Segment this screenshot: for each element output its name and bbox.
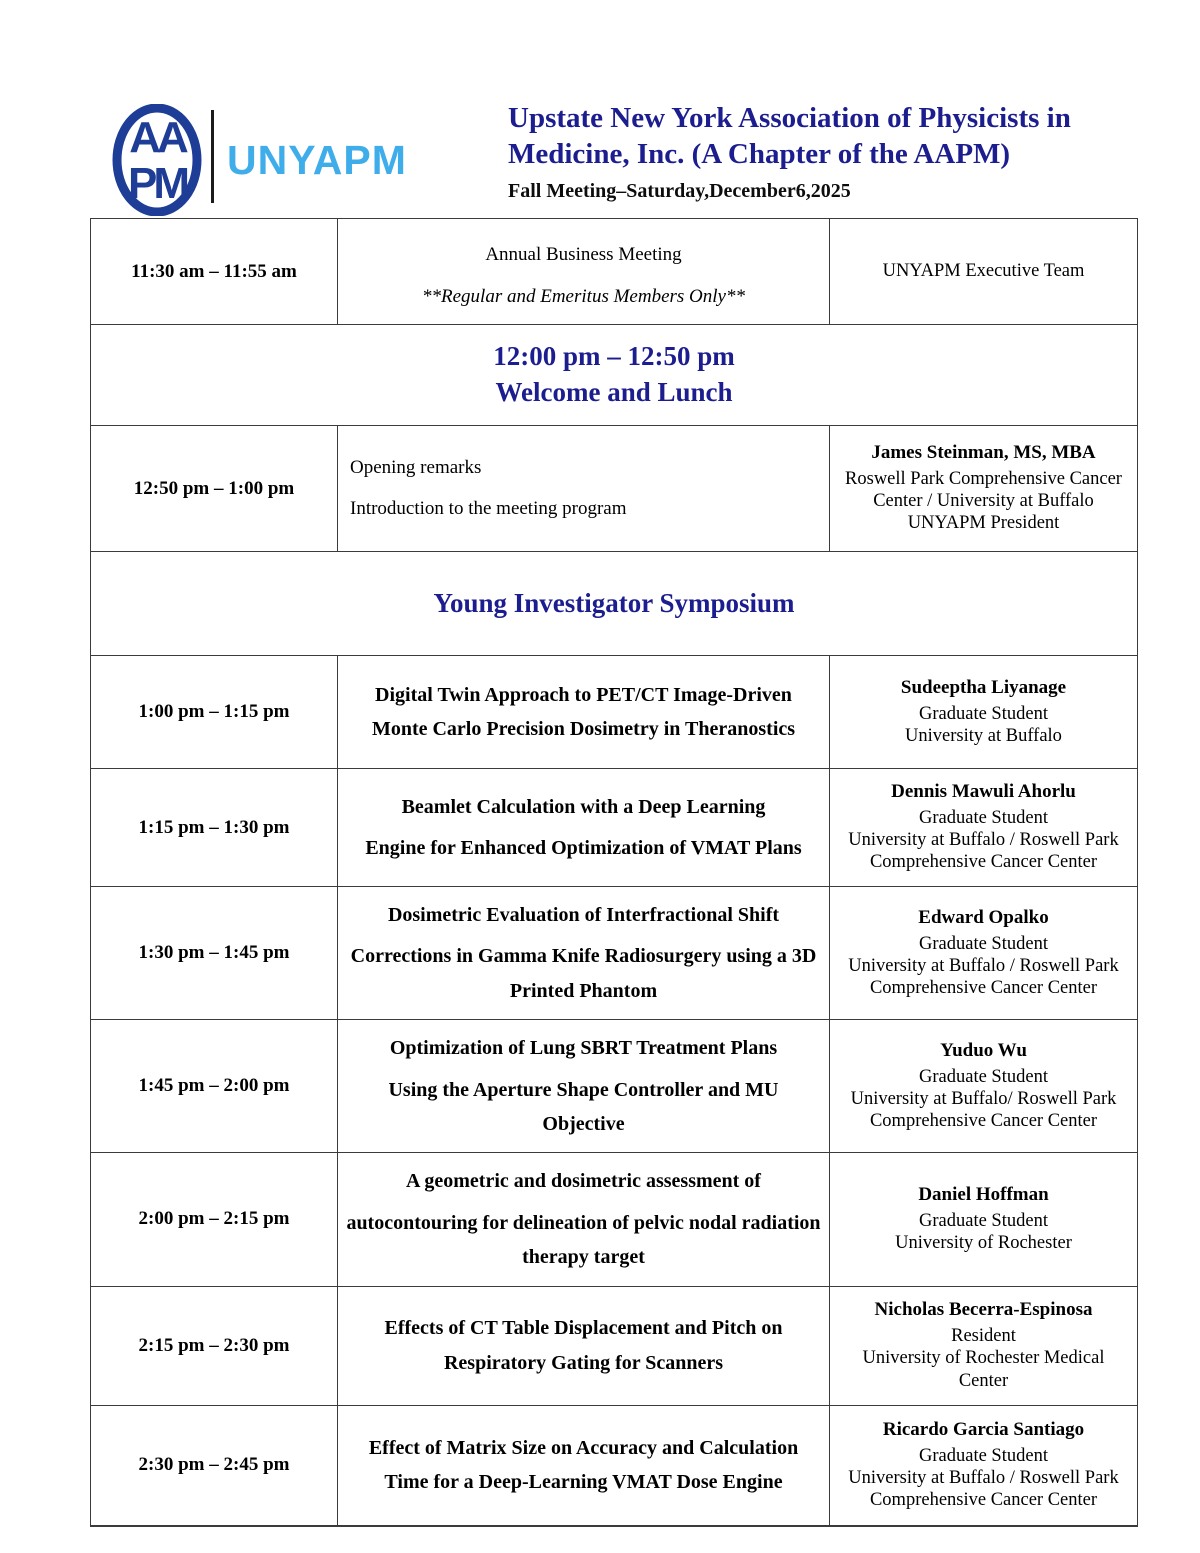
speaker-name: Ricardo Garcia Santiago	[882, 1419, 1085, 1441]
speaker-affiliation-line: Graduate Student	[919, 1211, 1048, 1232]
banner-line: 12:00 pm – 12:50 pm	[493, 341, 735, 372]
speaker-affiliation-line: UNYAPM Executive Team	[882, 261, 1085, 282]
speaker-affiliation-line: University at Buffalo/ Roswell Park Comprehensive Cancer Center	[850, 1089, 1117, 1132]
session-time: 2:15 pm – 2:30 pm	[91, 1286, 338, 1405]
session-title-paragraph: Effect of Matrix Size on Accuracy and Calculation Time for a Deep-Learning VMAT Dose Engine	[368, 1436, 799, 1494]
aapm-globe-icon	[112, 104, 202, 216]
session-row	[91, 769, 1138, 887]
session-title	[338, 426, 830, 552]
speaker-name: Nicholas Becerra-Espinosa	[874, 1299, 1093, 1321]
speaker-affiliation-line: University at Buffalo / Roswell Park Comprehensive Cancer Center	[848, 955, 1119, 999]
speaker-affiliation-line: Roswell Park Comprehensive Cancer Center / University at Buffalo	[845, 469, 1122, 512]
session-speaker	[830, 887, 1138, 1020]
session-speaker	[830, 1405, 1138, 1526]
session-title-paragraph: Dosimetric Evaluation of Interfractional Shift	[387, 904, 780, 926]
session-title	[338, 769, 830, 887]
schedule-body	[91, 219, 1138, 1527]
speaker-affiliation-line: Graduate Student	[919, 1066, 1048, 1087]
session-time: 1:45 pm – 2:00 pm	[91, 1020, 338, 1153]
session-title	[338, 219, 830, 325]
session-row	[91, 426, 1138, 552]
session-speaker	[830, 1020, 1138, 1153]
session-title-paragraph: Using the Aperture Shape Controller and MU Objective	[388, 1078, 779, 1135]
session-title-paragraph: Effects of CT Table Displacement and Pitch on Respiratory Gating for Scanners	[384, 1317, 783, 1374]
session-title-paragraph: Optimization of Lung SBRT Treatment Plans	[389, 1037, 778, 1060]
session-title	[338, 1020, 830, 1153]
session-title	[338, 1286, 830, 1405]
session-title-paragraph: autocontouring for delineation of pelvic nodal radiation therapy target	[346, 1211, 821, 1269]
speaker-affiliation-line: University of Rochester Medical Center	[862, 1348, 1105, 1391]
session-time: 1:15 pm – 1:30 pm	[91, 769, 338, 887]
session-row	[91, 887, 1138, 1020]
session-row	[91, 656, 1138, 769]
session-title	[338, 1153, 830, 1286]
session-row	[91, 219, 1138, 325]
session-time: 11:30 am – 11:55 am	[91, 219, 338, 325]
session-note: **Regular and Emeritus Members Only**	[422, 285, 745, 307]
logo-wordmark: UNYAPM	[227, 137, 407, 183]
session-title-paragraph: Corrections in Gamma Knife Radiosurgery using a 3D Printed Phantom	[350, 945, 817, 1002]
speaker-name: Edward Opalko	[918, 906, 1049, 928]
session-row	[91, 1405, 1138, 1526]
session-row	[91, 1020, 1138, 1153]
banner-line: Welcome and Lunch	[495, 377, 733, 407]
schedule-table	[90, 218, 1138, 1527]
title-block	[508, 100, 1166, 203]
speaker-affiliation-line: Graduate Student	[919, 703, 1048, 724]
session-speaker	[830, 1286, 1138, 1405]
session-speaker	[830, 769, 1138, 887]
meeting-date: Fall Meeting–Saturday,December6,2025	[508, 179, 851, 202]
speaker-affiliation-line: Graduate Student	[919, 1445, 1048, 1466]
logo-divider	[211, 110, 214, 203]
speaker-name: Dennis Mawuli Ahorlu	[891, 781, 1076, 803]
session-speaker	[830, 1153, 1138, 1286]
session-title-paragraph: Engine for Enhanced Optimization of VMAT Plans	[365, 837, 802, 859]
session-time: 12:50 pm – 1:00 pm	[91, 426, 338, 552]
svg-text:AA: AA	[129, 113, 185, 162]
session-title-paragraph: Annual Business Meeting	[485, 243, 682, 265]
session-title-paragraph: Introduction to the meeting program	[350, 497, 627, 519]
speaker-affiliation-line: University at Buffalo / Roswell Park Comprehensive Cancer Center	[848, 830, 1119, 873]
speaker-name: Yuduo Wu	[940, 1040, 1027, 1062]
session-time: 2:00 pm – 2:15 pm	[91, 1153, 338, 1286]
banner-row	[91, 325, 1138, 426]
speaker-name: Daniel Hoffman	[918, 1184, 1049, 1206]
session-title-paragraph: A geometric and dosimetric assessment of	[406, 1170, 761, 1193]
speaker-affiliation-line: Graduate Student	[919, 933, 1048, 954]
session-title	[338, 887, 830, 1020]
session-title	[338, 656, 830, 769]
session-speaker	[830, 426, 1138, 552]
speaker-affiliation-line: University of Rochester	[895, 1233, 1072, 1254]
session-speaker	[830, 219, 1138, 325]
session-time: 1:00 pm – 1:15 pm	[91, 656, 338, 769]
speaker-affiliation-line: University at Buffalo	[905, 725, 1062, 746]
session-time: 1:30 pm – 1:45 pm	[91, 887, 338, 1020]
session-speaker	[830, 656, 1138, 769]
speaker-affiliation-line: UNYAPM President	[907, 513, 1060, 534]
session-title	[338, 1405, 830, 1526]
speaker-name: James Steinman, MS, MBA	[871, 442, 1096, 464]
banner-row	[91, 552, 1138, 656]
session-row	[91, 1286, 1138, 1405]
session-title-paragraph: Opening remarks	[350, 456, 482, 478]
document-header	[0, 0, 1200, 218]
session-title-paragraph: Digital Twin Approach to PET/CT Image-Driven Monte Carlo Precision Dosimetry in Theranostics	[371, 683, 796, 740]
speaker-affiliation-line: University at Buffalo / Roswell Park Comprehensive Cancer Center	[848, 1468, 1119, 1511]
svg-text:PM: PM	[128, 159, 186, 208]
section-banner	[91, 552, 1138, 656]
session-title-paragraph: Beamlet Calculation with a Deep Learning	[401, 795, 766, 818]
page-title: Upstate New York Association of Physicists in Medicine, Inc. (A Chapter of the AAPM)	[508, 102, 1071, 171]
section-banner	[91, 325, 1138, 426]
speaker-affiliation-line: Graduate Student	[919, 808, 1048, 829]
speaker-affiliation-line: Resident	[951, 1326, 1016, 1347]
speaker-name: Sudeeptha Liyanage	[900, 676, 1067, 698]
session-time: 2:30 pm – 2:45 pm	[91, 1405, 338, 1526]
banner-line: Young Investigator Symposium	[433, 587, 795, 618]
session-row	[91, 1153, 1138, 1286]
